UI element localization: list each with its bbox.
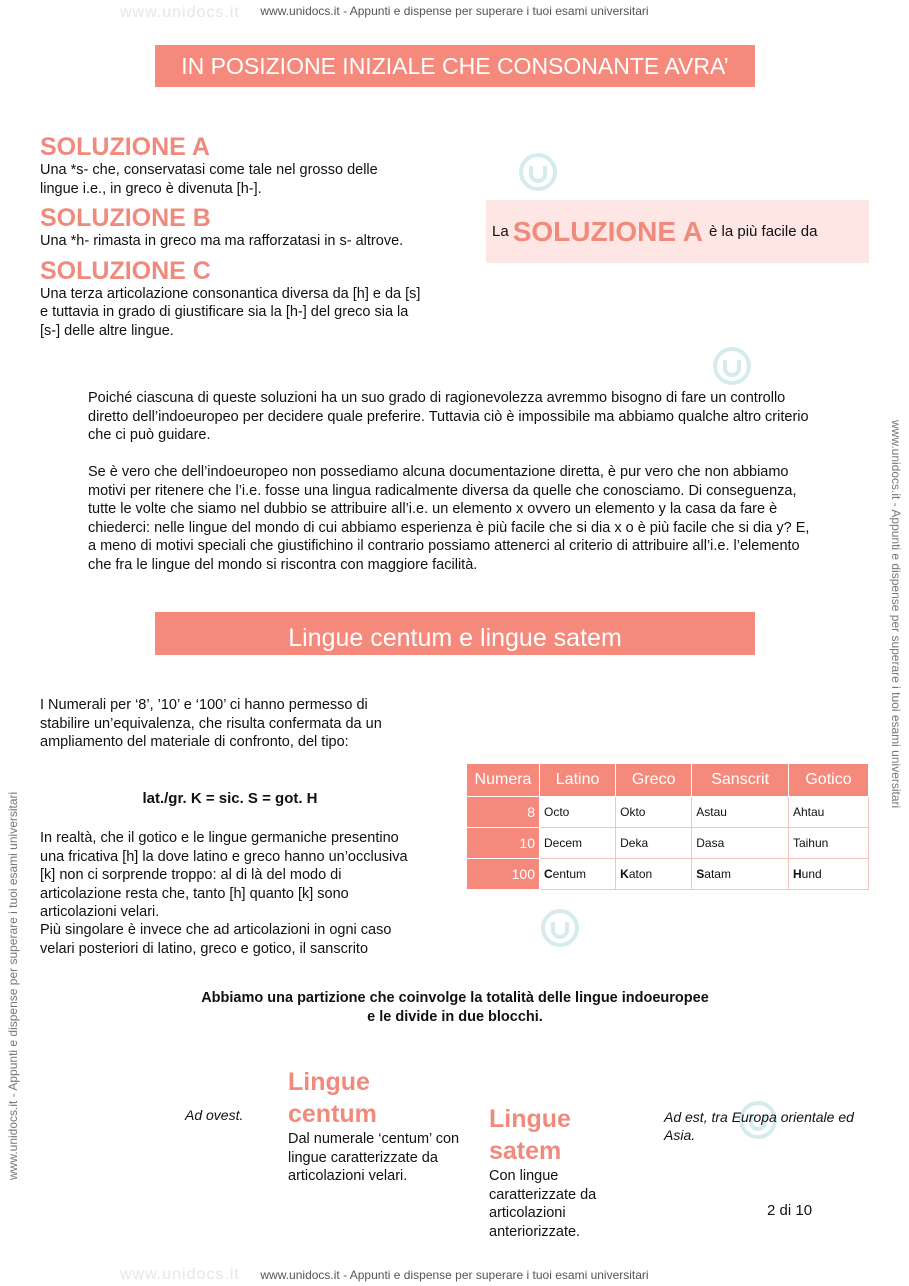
banner-centum-satem: Lingue centum e lingue satem xyxy=(155,612,755,655)
solution-a-callout xyxy=(486,200,869,263)
cell-gotico: Ahtau xyxy=(788,797,868,828)
centum-text: Dal numerale ‘centum’ con lingue caratterizzate da articolazioni velari. xyxy=(288,1131,460,1184)
numerali-text: I Numerali per ‘8’, ’10’ e ‘100’ ci hanno permesso di stabilire un’equivalenza, che risulta confermata da un ampliamento del materiale di confronto, del tipo: xyxy=(40,697,382,750)
page-number: 2 di 10 xyxy=(767,1202,813,1219)
centum-title-2: centum xyxy=(288,1100,377,1128)
cell-gotico: Taihun xyxy=(788,828,868,859)
cell-latino: Decem xyxy=(540,828,616,859)
header-gotico: Gotico xyxy=(788,764,868,797)
partizione-text: Abbiamo una partizione che coinvolge la totalità delle lingue indoeuropee e le divide in due blocchi. xyxy=(201,990,709,1025)
unidocs-logo-icon xyxy=(712,346,752,386)
unidocs-logo-icon xyxy=(518,152,558,192)
row-number: 10 xyxy=(467,828,540,859)
cell-sanscrito: Dasa xyxy=(692,828,789,859)
callout-suffix: è la più facile da xyxy=(709,223,818,240)
table-row xyxy=(467,797,869,828)
watermark-side-right: www.unidocs.it - Appunti e dispense per superare i tuoi esami universitari xyxy=(889,420,903,809)
table-header-row xyxy=(467,764,869,797)
header-greco: Greco xyxy=(616,764,692,797)
solution-b-text: Una *h- rimasta in greco ma ma rafforzatasi in s- altrove. xyxy=(40,233,404,249)
solution-a-title: SOLUZIONE A xyxy=(40,133,210,161)
header-latino: Latino xyxy=(540,764,616,797)
satem-title-1: Lingue xyxy=(489,1105,571,1133)
table-row xyxy=(467,828,869,859)
header-numera: Numera xyxy=(467,764,540,797)
paragraph-2: Se è vero che dell’indoeuropeo non possediamo alcuna documentazione diretta, è pur vero che non abbiamo motivi per ritenere che l’i.e. fosse una lingua radicalmente diversa da quelle che conosciamo. Di conseguenza, tutte le volte che siamo nel dubbio se attribuire all’i.e. un elemento x ovvero un elemento y la casa da fare è chiederci: nelle lingue del mondo di cui abbiamo esperienza è più facile che si dia x o è più facile che si dia y? E, a meno di motivi speciali che giustifichino il contrario possiamo attenerci al criterio di attribuire all’i.e. l’elemento che fra le lingue del mondo si riscontra con maggiore facilità. xyxy=(88,464,810,573)
singolare-text: Più singolare è invece che ad articolazioni in ogni caso velari posteriori di latino, greco e gotico, il sanscrito xyxy=(40,922,392,957)
callout-prefix: La xyxy=(492,223,509,240)
watermark-top: www.unidocs.it - Appunti e dispense per superare i tuoi esami universitari xyxy=(260,4,649,18)
satem-side-label: Ad est, tra Europa orientale ed Asia. xyxy=(664,1109,854,1143)
solution-a-text: Una *s- che, conservatasi come tale nel grosso delle lingue i.e., in greco è divenuta [h-]. xyxy=(40,162,378,197)
solution-c-text: Una terza articolazione consonantica diversa da [h] e da [s] e tuttavia in grado di giustificare sia la [h-] del greco sia la [s-] delle altre lingue. xyxy=(40,285,421,339)
satem-text: Con lingue caratterizzate da articolazioni anteriorizzate. xyxy=(489,1168,597,1240)
centum-block xyxy=(288,1066,463,1186)
row-number: 100 xyxy=(467,859,540,890)
cell-latino: Centum xyxy=(540,859,616,890)
satem-title-2: satem xyxy=(489,1137,562,1165)
header-sanscrito: Sanscrit xyxy=(692,764,789,797)
cell-sanscrito: Astau xyxy=(692,797,789,828)
solution-b-title: SOLUZIONE B xyxy=(40,204,211,232)
centum-title-1: Lingue xyxy=(288,1068,370,1096)
watermark-bottom: www.unidocs.it - Appunti e dispense per superare i tuoi esami universitari xyxy=(260,1268,649,1282)
cell-latino: Octo xyxy=(540,797,616,828)
cell-gotico: Hund xyxy=(788,859,868,890)
paragraph-1: Poiché ciascuna di queste soluzioni ha un suo grado di ragionevolezza avremmo bisogno di fare un controllo diretto dell’indoeuropeo per decidere quale preferire. Tuttavia ciò è impossibile ma abbiamo qualche altro criterio che ci può guidare. xyxy=(88,390,809,443)
cell-greco: Okto xyxy=(616,797,692,828)
formula: lat./gr. K = sic. S = got. H xyxy=(142,790,318,807)
watermark-side-left: www.unidocs.it - Appunti e dispense per superare i tuoi esami universitari xyxy=(6,791,20,1180)
table-row xyxy=(467,859,869,890)
row-number: 8 xyxy=(467,797,540,828)
cell-greco: Katon xyxy=(616,859,692,890)
satem-block xyxy=(489,1103,629,1241)
cell-sanscrito: Satam xyxy=(692,859,789,890)
watermark-faint: www.unidocs.it xyxy=(120,4,240,21)
watermark-faint: www.unidocs.it xyxy=(120,1266,240,1283)
unidocs-logo-icon xyxy=(540,908,580,948)
centum-side-label: Ad ovest. xyxy=(185,1107,244,1123)
realta-text: In realtà, che il gotico e le lingue germaniche presentino una fricativa [h] la dove latino e greco hanno un’occlusiva [k] non ci sorprende troppo: al di là del modo di articolazione resta che, tanto [h] quanto [k] sono articolazioni velari. xyxy=(40,830,408,920)
solution-c-title: SOLUZIONE C xyxy=(40,256,211,285)
solutions-column xyxy=(40,133,420,340)
cell-greco: Deka xyxy=(616,828,692,859)
numerals-table xyxy=(466,763,869,890)
callout-highlight: SOLUZIONE A xyxy=(512,215,703,247)
banner-top: IN POSIZIONE INIZIALE CHE CONSONANTE AVRA’ xyxy=(155,45,755,87)
